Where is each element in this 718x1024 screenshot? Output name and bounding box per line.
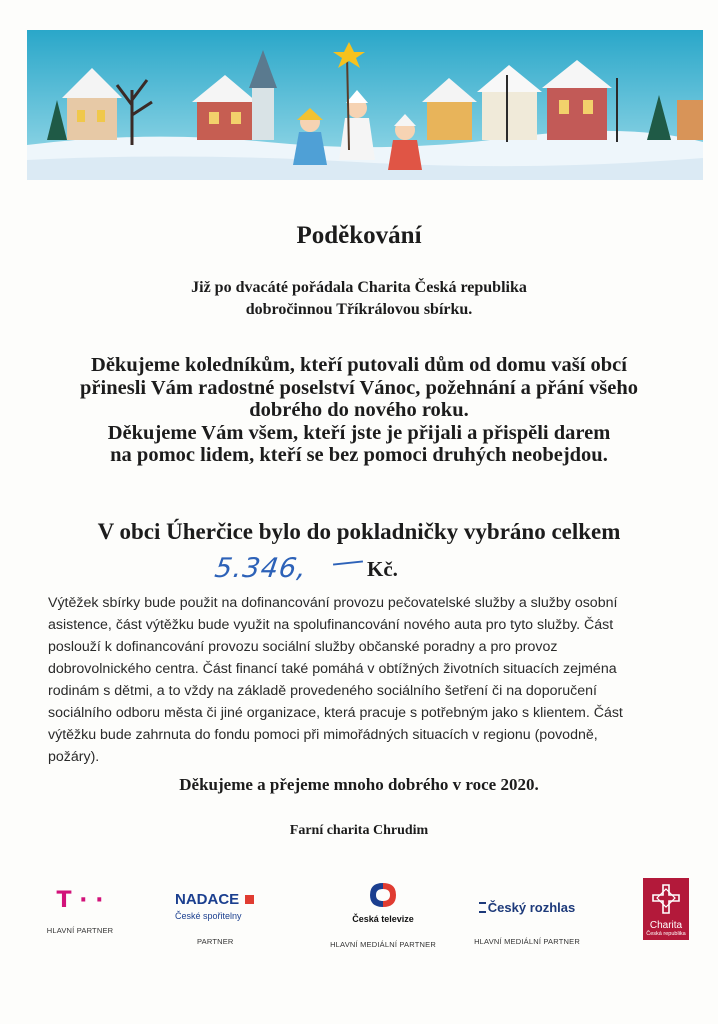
handwritten-amount: 5.346, <box>212 553 310 584</box>
body-line: Výtěžek sbírky bude použit na dofinancování provozu pečovatelské služby a služby osobní <box>48 595 618 611</box>
partner-cr <box>472 900 582 946</box>
partner-role: HLAVNÍ MEDIÁLNÍ PARTNER <box>474 937 580 946</box>
intro-line: dobročinnou Tříkrálovou sbírku. <box>245 301 473 318</box>
usage-paragraph <box>48 592 680 768</box>
winter-village-banner <box>27 30 703 180</box>
nadace-logo <box>175 892 275 924</box>
partner-nadace <box>175 892 275 946</box>
charita-name: Charita <box>649 920 683 931</box>
partner-ct <box>328 880 438 949</box>
charita-sub: Česká republika <box>646 931 686 937</box>
thanks-line: na pomoc lidem, kteří se bez pomoci druhých neobejdou. <box>110 444 608 466</box>
partner-role: HLAVNÍ PARTNER <box>46 926 114 935</box>
body-line: asistence, část výtěžku bude využit na spolufinancování nového auta pro tyto služby. Část <box>48 617 614 633</box>
cr-logo <box>472 900 582 915</box>
collected-statement: V obci Úherčice bylo do pokladničky vybráno celkem <box>97 519 621 544</box>
body-line: požáry). <box>48 749 100 765</box>
charita-logo <box>643 878 689 940</box>
intro-line: Již po dvacáté pořádala Charita Česká republika <box>191 279 527 296</box>
ct-logo-icon <box>366 880 400 910</box>
thanks-line: Děkujeme Vám všem, kteří jste je přijali a přispěli darem <box>107 421 611 444</box>
partner-role: PARTNER <box>197 937 234 946</box>
nadace-sub: České spořitelny <box>175 911 242 921</box>
cr-name: Český rozhlas <box>487 900 576 915</box>
partner-telekom <box>40 888 120 935</box>
thanks-line: dobrého do nového roku. <box>249 399 469 421</box>
thanks-line: Děkujeme koledníkům, kteří putovali dům od domu vaší obcí <box>91 354 627 376</box>
collected-amount <box>212 553 435 587</box>
telekom-logo-icon: T · · <box>56 888 104 913</box>
partner-logos <box>0 874 718 954</box>
signature: Farní charita Chrudim <box>289 823 429 838</box>
ct-name: Česká televize <box>352 914 414 924</box>
nadace-name: NADACE <box>175 891 240 908</box>
thanks-line: přinesli Vám radostné poselství Vánoc, požehnání a přání všeho <box>80 376 638 399</box>
currency-label: Kč. <box>367 557 398 581</box>
thanks-paragraph <box>24 354 694 467</box>
document-title: Poděkování <box>296 222 422 249</box>
body-line: výtěžku bude zahrnuta do fondu pomoci při mimořádných situacích v regionu (povodně, <box>48 727 598 743</box>
charita-cross-icon <box>651 883 681 915</box>
handwritten-dash <box>333 560 363 565</box>
body-line: rodinám s dětmi, a to vždy na základě provedeného sociálního šetření či na doporučení <box>48 683 597 699</box>
body-line: dobrovolnického centra. Část financí také pomáhá v obtížných životních situacích zejména <box>48 661 617 677</box>
body-line: sociálního odboru města či jiné organizace, která pracuje s potřebným jako s klientem. Část <box>48 705 623 721</box>
intro-paragraph <box>0 277 718 321</box>
partner-role: HLAVNÍ MEDIÁLNÍ PARTNER <box>330 940 436 949</box>
closing-wish: Děkujeme a přejeme mnoho dobrého v roce 2020. <box>179 775 539 794</box>
cr-mark-icon <box>479 902 486 913</box>
nadace-mark-icon <box>245 895 254 904</box>
body-line: poslouží k dofinancování provozu sociální služby občanské poradny a pro provoz <box>48 639 558 655</box>
